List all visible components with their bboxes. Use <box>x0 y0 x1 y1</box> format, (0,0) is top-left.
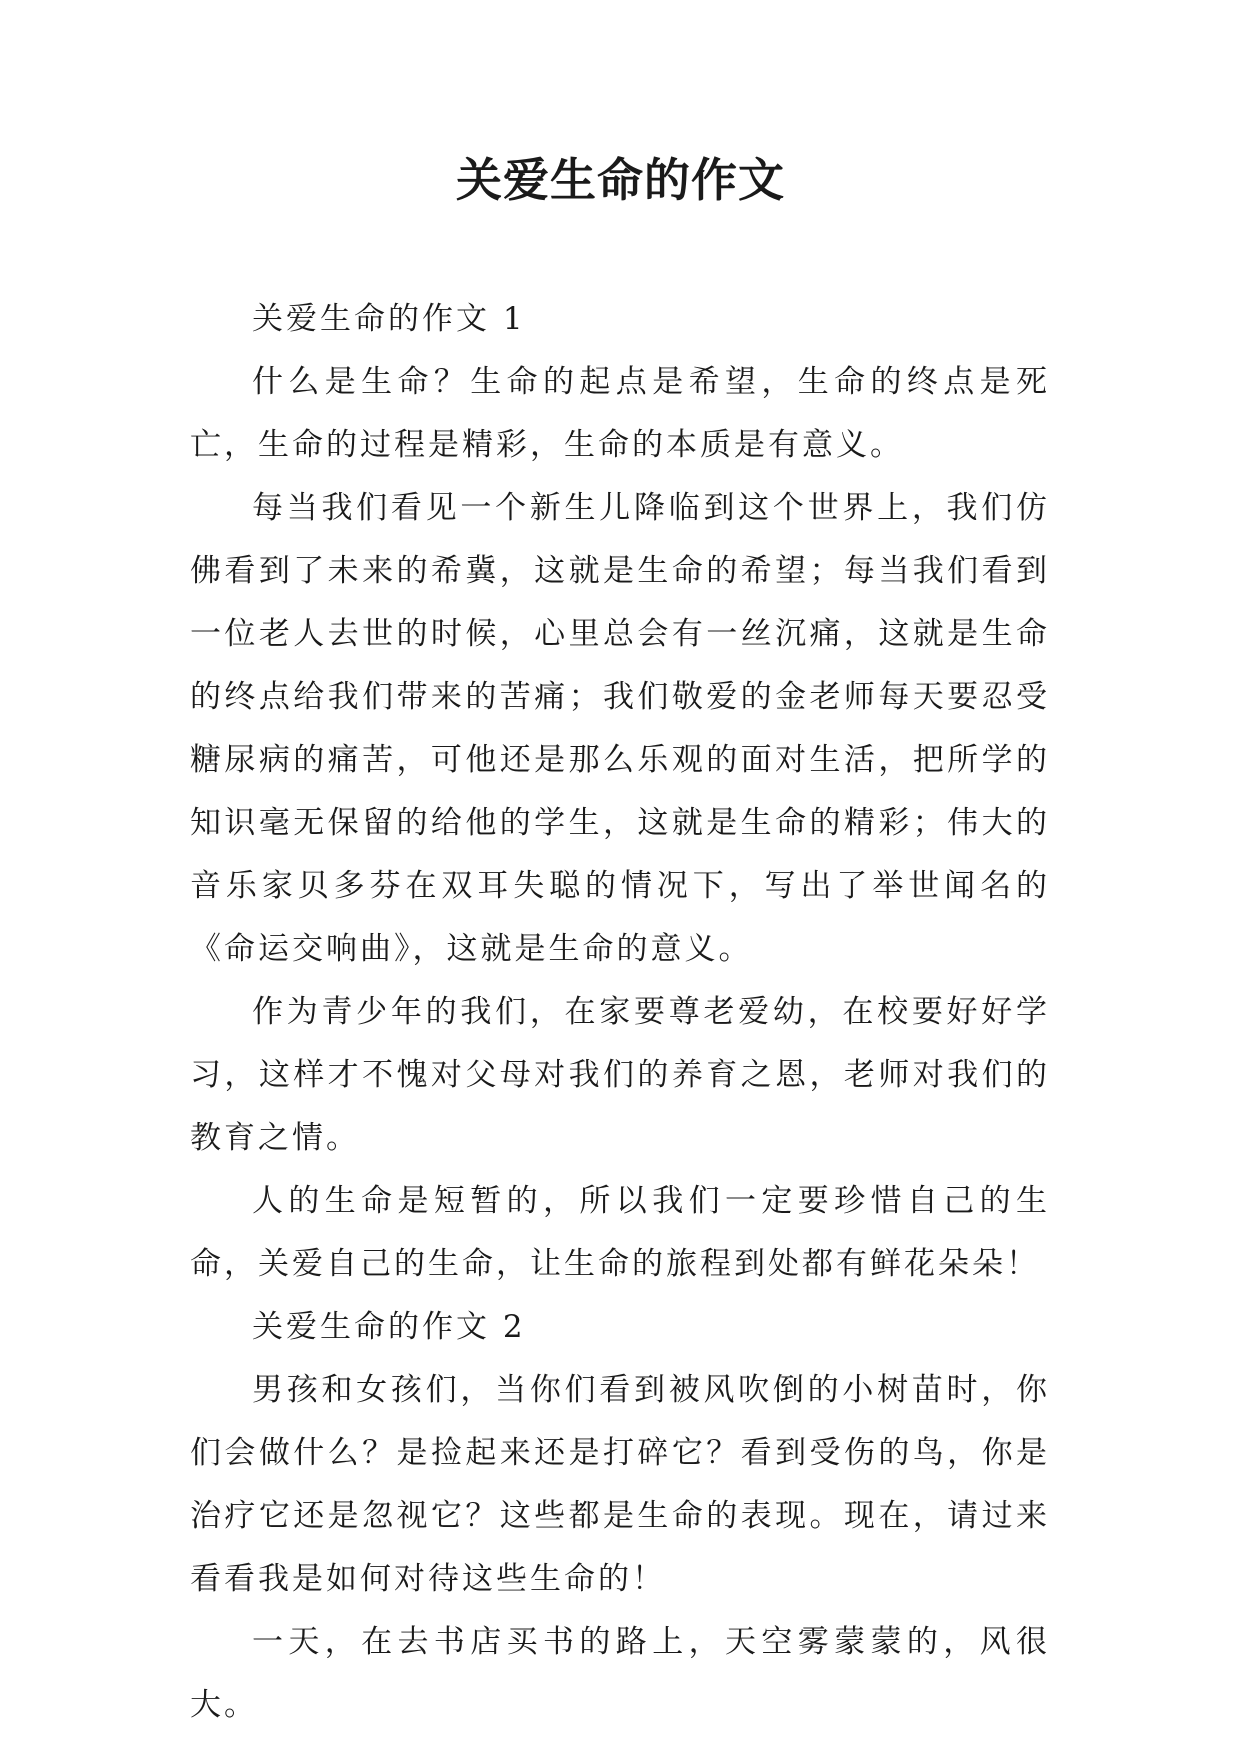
paragraph: 作为青少年的我们，在家要尊老爱幼，在校要好好学习，这样才不愧对父母对我们的养育之恩，老师对我们的教育之情。 <box>190 994 1050 1156</box>
section-heading: 关爱生命的作文 2 <box>252 1309 526 1345</box>
paragraph: 人的生命是短暂的，所以我们一定要珍惜自己的生命，关爱自己的生命，让生命的旅程到处都有鲜花朵朵！ <box>190 1183 1050 1282</box>
section-heading: 关爱生命的作文 1 <box>252 301 526 337</box>
paragraph: 什么是生命？生命的起点是希望，生命的终点是死亡，生命的过程是精彩，生命的本质是有意义。 <box>190 364 1050 463</box>
paragraph: 一天，在去书店买书的路上，天空雾蒙蒙的，风很大。 <box>190 1624 1050 1723</box>
paragraph: 男孩和女孩们，当你们看到被风吹倒的小树苗时，你们会做什么？是捡起来还是打碎它？看到受伤的鸟，你是治疗它还是忽视它？这些都是生命的表现。现在，请过来看看我是如何对待这些生命的！ <box>190 1372 1050 1597</box>
paragraph: 每当我们看见一个新生儿降临到这个世界上，我们仿佛看到了未来的希冀，这就是生命的希望；每当我们看到一位老人去世的时候，心里总会有一丝沉痛，这就是生命的终点给我们带来的苦痛；我们敬爱的金老师每天要忍受糖尿病的痛苦，可他还是那么乐观的面对生活，把所学的知识毫无保留的给他的学生，这就是生命的精彩；伟大的音乐家贝多芬在双耳失聪的情况下，写出了举世闻名的《命运交响曲》，这就是生命的意义。 <box>190 490 1050 967</box>
document-title: 关爱生命的作文 <box>456 153 785 207</box>
document-body <box>190 288 1050 1737</box>
